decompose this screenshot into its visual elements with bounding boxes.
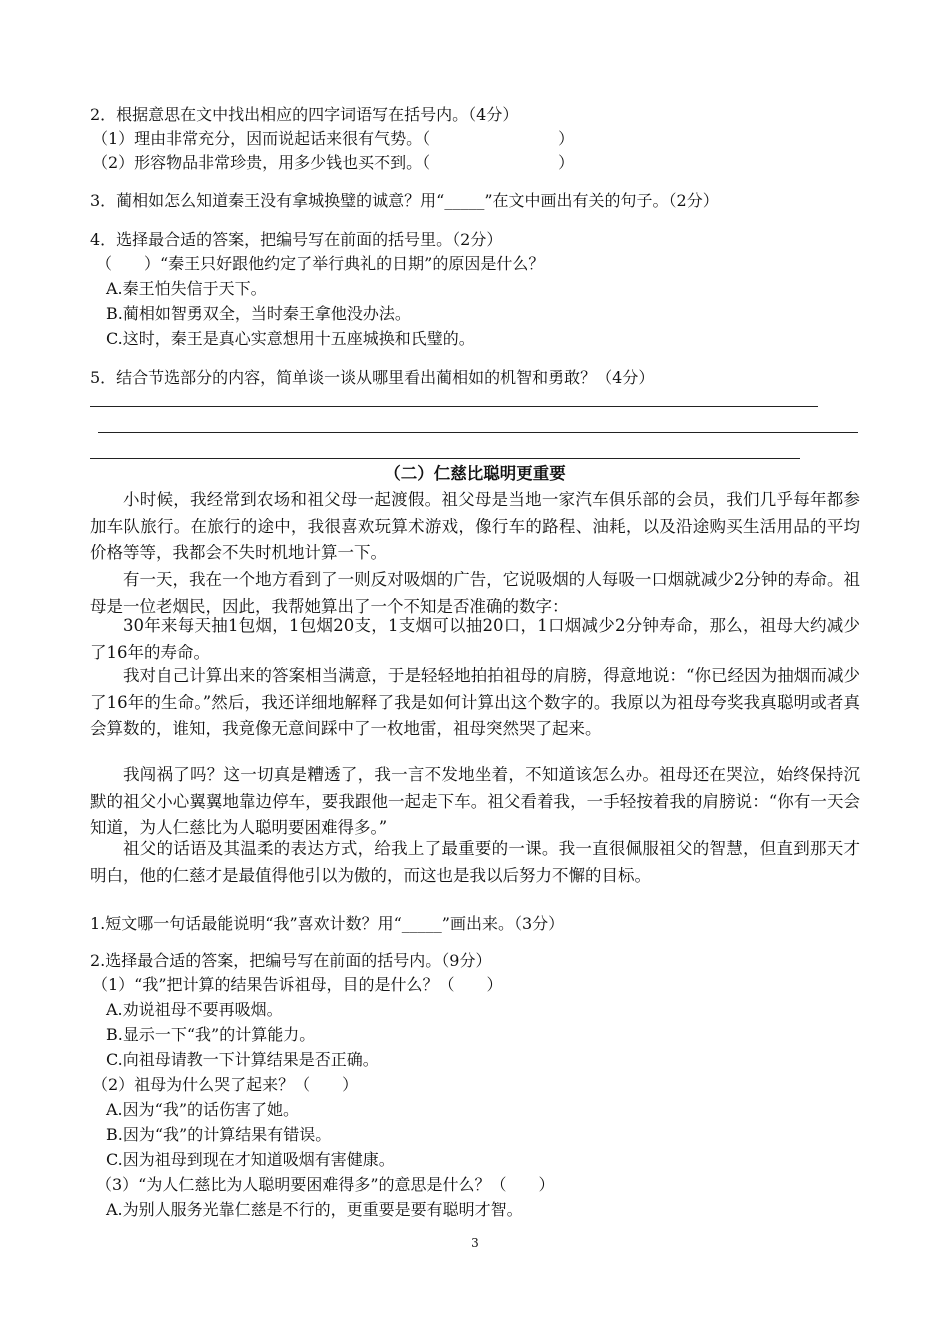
question-2-item-2: （2）形容物品非常珍贵，用多少钱也买不到。（ ） — [92, 153, 575, 172]
question-4-option-b: B.蔺相如智勇双全，当时秦王拿他没办法。 — [106, 304, 411, 323]
sub-question-3-stem: （3）“为人仁慈比为人聪明要困难得多”的意思是什么？（ ） — [96, 1175, 555, 1194]
sub-question-3-option-a: A.为别人服务光靠仁慈是不行的，更重要是要有聪明才智。 — [106, 1200, 523, 1219]
question-4-title: 4．选择最合适的答案，把编号写在前面的括号里。（2分） — [90, 230, 503, 249]
question-4-stem: （ ）“秦王只好跟他约定了举行典礼的日期”的原因是什么？ — [96, 254, 545, 273]
passage-paragraph-4: 我对自己计算出来的答案相当满意，于是轻轻地拍拍祖母的肩膀，得意地说：“你已经因为抽烟而减少了16年的生命。”然后，我还详细地解释了我是如何计算出这个数字的。我原以为祖母夸奖我真聪明或者真会算数的，谁知，我竟像无意间踩中了一枚地雷，祖母突然哭了起来。 — [90, 666, 860, 738]
question-4-option-a: A.秦王怕失信于天下。 — [106, 279, 267, 298]
sub-question-1-stem: （1）“我”把计算的结果告诉祖母，目的是什么？（ ） — [92, 975, 503, 994]
passage-question-2-title: 2.选择最合适的答案，把编号写在前面的括号内。（9分） — [90, 951, 492, 970]
question-5: 5．结合节选部分的内容，简单谈一谈从哪里看出蔺相如的机智和勇敢？（4分） — [90, 368, 655, 387]
question-2-item-1: （1）理由非常充分，因而说起话来很有气势。（ ） — [92, 129, 575, 148]
sub-question-2-stem: （2）祖母为什么哭了起来？（ ） — [92, 1075, 359, 1094]
question-4-option-c: C.这时，秦王是真心实意想用十五座城换和氏璧的。 — [106, 329, 475, 348]
sub-question-1-option-a: A.劝说祖母不要再吸烟。 — [106, 1000, 283, 1019]
answer-line-1 — [90, 406, 818, 407]
sub-question-1-option-b: B.显示一下“我”的计算能力。 — [106, 1025, 316, 1044]
answer-line-3 — [90, 458, 800, 459]
passage-paragraph-2: 有一天，我在一个地方看到了一则反对吸烟的广告，它说吸烟的人每吸一口烟就减少2分钟的寿命。祖母是一位老烟民，因此，我帮她算出了一个不知是否准确的数字： — [90, 570, 860, 616]
question-3: 3．蔺相如怎么知道秦王没有拿城换璧的诚意？用“_____”在文中画出有关的句子。（2分） — [90, 191, 719, 210]
page-number: 3 — [471, 1236, 479, 1250]
passage-title: （二）仁慈比聪明更重要 — [384, 464, 566, 483]
question-2-title: 2．根据意思在文中找出相应的四字词语写在括号内。（4分） — [90, 105, 519, 124]
passage-paragraph-1: 小时候，我经常到农场和祖父母一起渡假。祖父母是当地一家汽车俱乐部的会员，我们几乎每年都参加车队旅行。在旅行的途中，我很喜欢玩算术游戏，像行车的路程、油耗，以及沿途购买生活用品的平均价格等等，我都会不失时机地计算一下。 — [90, 490, 860, 562]
sub-question-2-option-a: A.因为“我”的话伤害了她。 — [106, 1100, 300, 1119]
passage-paragraph-6: 祖父的话语及其温柔的表达方式，给我上了最重要的一课。我一直很佩服祖父的智慧，但直到那天才明白，他的仁慈才是最值得他引以为傲的，而这也是我以后努力不懈的目标。 — [90, 839, 860, 885]
sub-question-2-option-c: C.因为祖母到现在才知道吸烟有害健康。 — [106, 1150, 395, 1169]
passage-question-1: 1.短文哪一句话最能说明“我”喜欢计数？用“_____”画出来。（3分） — [90, 914, 565, 933]
answer-line-2 — [98, 432, 858, 433]
passage-paragraph-5: 我闯祸了吗？这一切真是糟透了，我一言不发地坐着，不知道该怎么办。祖母还在哭泣，始终保持沉默的祖父小心翼翼地靠边停车，要我跟他一起走下车。祖父看着我，一手轻按着我的肩膀说：“你有一天会知道，为人仁慈比为人聪明要困难得多。” — [90, 765, 860, 837]
passage-paragraph-3: 30年来每天抽1包烟，1包烟20支，1支烟可以抽20口，1口烟减少2分钟寿命，那么，祖母大约减少了16年的寿命。 — [90, 616, 860, 662]
sub-question-1-option-c: C.向祖母请教一下计算结果是否正确。 — [106, 1050, 379, 1069]
sub-question-2-option-b: B.因为“我”的计算结果有错误。 — [106, 1125, 332, 1144]
